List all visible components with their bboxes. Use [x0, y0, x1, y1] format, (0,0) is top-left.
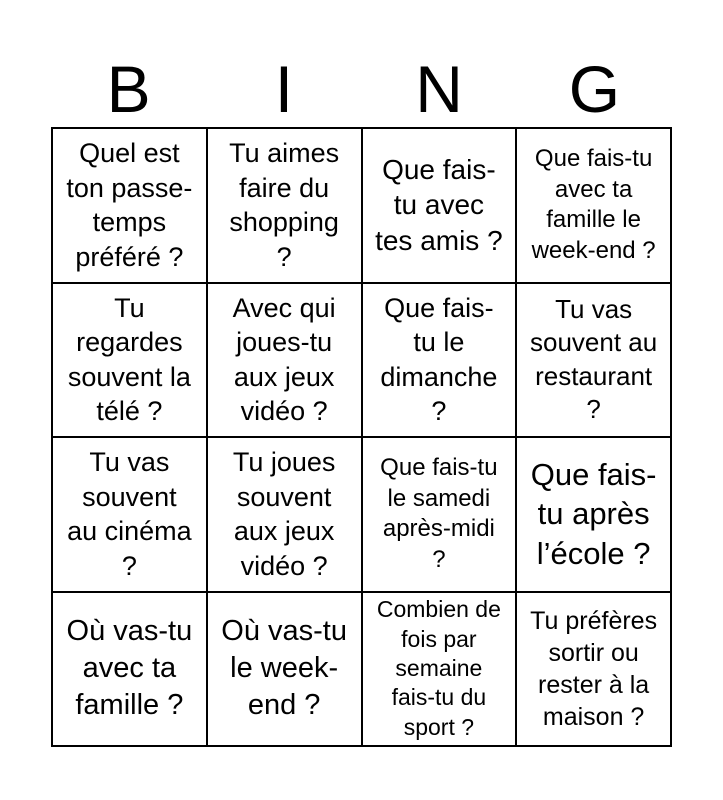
bingo-title-letters	[51, 52, 672, 126]
bingo-letter-b: B	[106, 52, 151, 126]
bingo-cell[interactable]: Où vas-tu avec ta famille ?	[52, 592, 207, 747]
bingo-letter-i: I	[274, 52, 294, 126]
bingo-grid	[51, 127, 672, 747]
bingo-cell[interactable]: Tu regardes souvent la télé ?	[52, 283, 207, 438]
bingo-cell[interactable]: Tu vas souvent au restaurant ?	[516, 283, 671, 438]
bingo-cell[interactable]: Que fais-tu le samedi après-midi ?	[362, 437, 517, 592]
bingo-cell[interactable]: Combien de fois par semaine fais-tu du sport ?	[362, 592, 517, 747]
bingo-cell[interactable]: Que fais-tu après l’école ?	[516, 437, 671, 592]
bingo-cell[interactable]: Que fais-tu avec tes amis ?	[362, 128, 517, 283]
bingo-cell[interactable]: Tu vas souvent au cinéma ?	[52, 437, 207, 592]
bingo-cell[interactable]: Que fais-tu le dimanche ?	[362, 283, 517, 438]
bingo-cell[interactable]: Tu préfères sortir ou rester à la maison ?	[516, 592, 671, 747]
bingo-cell[interactable]: Quel est ton passe-temps préféré ?	[52, 128, 207, 283]
bingo-cell[interactable]: Tu joues souvent aux jeux vidéo ?	[207, 437, 362, 592]
bingo-cell[interactable]: Où vas-tu le week-end ?	[207, 592, 362, 747]
bingo-cell[interactable]: Avec qui joues-tu aux jeux vidéo ?	[207, 283, 362, 438]
bingo-cell[interactable]: Que fais-tu avec ta famille le week-end ?	[516, 128, 671, 283]
bingo-letter-n: N	[415, 52, 463, 126]
bingo-letter-g: G	[568, 52, 621, 126]
bingo-cell[interactable]: Tu aimes faire du shopping ?	[207, 128, 362, 283]
